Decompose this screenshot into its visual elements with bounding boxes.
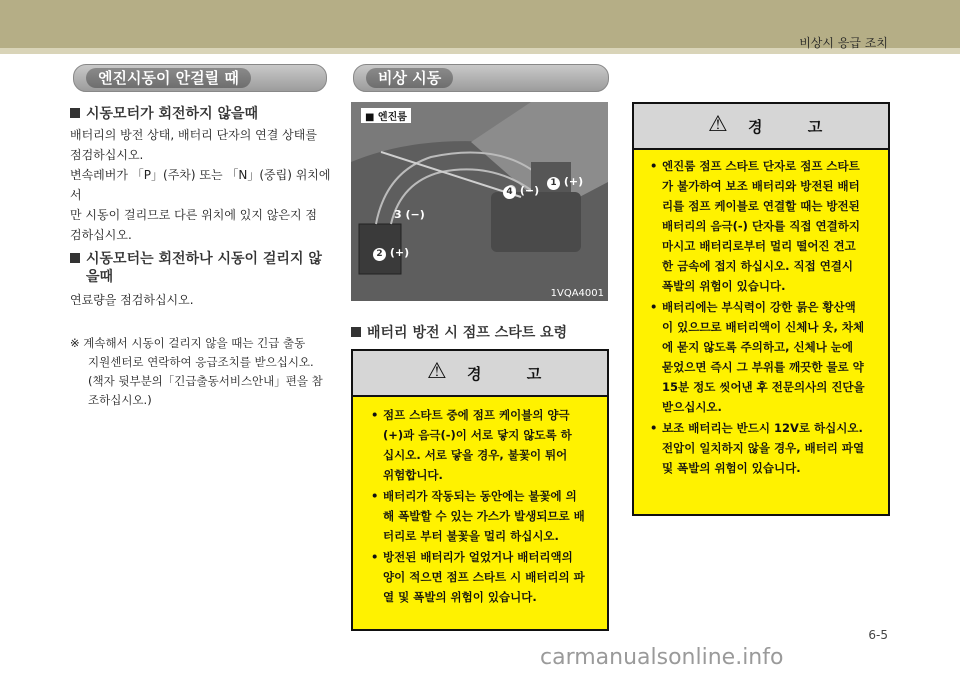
- warning-triangle-icon: ⚠: [708, 112, 728, 137]
- subheading-starter-not-cranking: 시동모터가 회전하지 않을때: [70, 103, 258, 123]
- engine-room-photo: [351, 102, 608, 301]
- subheading-jump-start: 배터리 방전 시 점프 스타트 요령: [351, 322, 567, 342]
- square-bullet-icon: [70, 253, 80, 263]
- warning-title: 경 고: [467, 365, 562, 383]
- square-bullet-icon: [70, 108, 80, 118]
- warning-item: • 보조 배터리는 반드시 12V로 하십시오. 전압이 일치하지 않을 경우, 배터리 파열 및 폭발의 위험이 있습니다.: [648, 418, 880, 478]
- warning-item: • 배터리에는 부식력이 강한 묽은 황산액 이 있으므로 배터리액이 신체나 옷, 차체 에 묻지 않도록 주의하고, 신체나 눈에 묻었으면 즉시 그 부위를 깨끗한 물로 약 15분 정도 씻어낸 후 전문의사의 진단을 받으십시오.: [648, 297, 880, 417]
- warning-item: • 배터리가 작동되는 동안에는 불꽃에 의 해 폭발할 수 있는 가스가 발생되므로 배 터리로 부터 불꽃을 멀리 하십시오.: [369, 486, 597, 546]
- section-title: 비상 시동: [366, 68, 453, 88]
- warning-header: [353, 351, 607, 397]
- warning-list: [369, 405, 597, 608]
- page-number: 6-5: [868, 628, 888, 642]
- subheading-starter-cranks-no-start: 시동모터는 회전하나 시동이 걸리지 않 을때: [70, 250, 322, 286]
- callout-2: 2 (+): [373, 246, 409, 261]
- callout-4: 4 (−): [503, 184, 539, 199]
- callout-3: 3 (−): [394, 208, 425, 221]
- watermark: carmanualsonline.info: [540, 645, 784, 670]
- paragraph-fuel-check: 연료량을 점검하십시오.: [70, 293, 194, 307]
- warning-item: • 엔진룸 점프 스타트 단자로 점프 스타트 가 불가하여 보조 배터리와 방전된 배터 리를 점프 케이블로 연결할 때는 방전된 배터리의 음극(-) 단자를 직접 연결하지 마시고 배터리로부터 멀리 떨어진 견고 한 금속에 접지 하십시오. 직접 연결시 폭발의 위험이 있습니다.: [648, 156, 880, 296]
- photo-caption: ■ 엔진룸: [361, 108, 411, 123]
- section-title-pill-jump: [353, 64, 609, 92]
- warning-header: [634, 104, 888, 150]
- section-title: 엔진시동이 안걸릴 때: [86, 68, 251, 88]
- warning-box-battery: [632, 102, 890, 516]
- photo-id: 1VQA4001: [550, 288, 604, 299]
- callout-1: 1 (+): [547, 175, 583, 190]
- warning-item: • 방전된 배터리가 얼었거나 배터리액의 양이 적으면 점프 스타트 시 배터리의 파 열 및 폭발의 위험이 있습니다.: [369, 547, 597, 607]
- square-bullet-icon: [351, 327, 361, 337]
- warning-item: • 점프 스타트 중에 점프 케이블의 양극 (+)과 음극(-)이 서로 닿지 않도록 하 십시오. 서로 닿을 경우, 불꽃이 튀어 위험합니다.: [369, 405, 597, 485]
- warning-list: [648, 156, 880, 479]
- chapter-title: 비상시 응급 조치: [799, 36, 888, 50]
- section-title-pill-engine: [73, 64, 327, 92]
- engine-room-illustration: [351, 102, 608, 301]
- paragraph-battery-check: 배터리의 방전 상태, 배터리 단자의 연결 상태를 점검하십시오. 변속레버가 「P」(주차) 또는 「N」(중립) 위치에서 만 시동이 걸리므로 다른 위치에 있지 않은지 점 검하십시오.: [70, 128, 331, 242]
- warning-triangle-icon: ⚠: [427, 359, 447, 384]
- note-emergency-service: ※ 계속해서 시동이 걸리지 않을 때는 긴급 출동 지원센터로 연락하여 응급조치를 받으십시오. (책자 뒷부분의「긴급출동서비스안내」편을 참 조하십시오.): [70, 336, 323, 407]
- warning-box-jump-start: [351, 349, 609, 631]
- warning-title: 경 고: [748, 118, 843, 136]
